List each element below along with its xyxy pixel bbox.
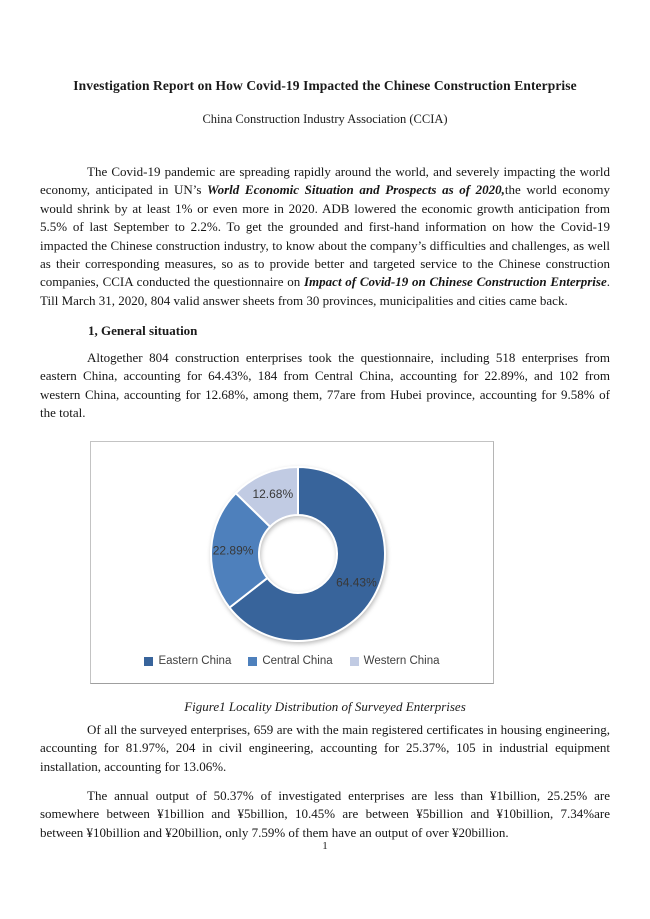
legend-swatch-icon — [144, 657, 153, 666]
paragraph-intro — [40, 163, 610, 310]
slice-data-label: 12.68% — [252, 487, 294, 502]
legend-label: Western China — [363, 655, 440, 667]
legend-swatch-icon — [248, 657, 257, 666]
report-subtitle: China Construction Industry Association (CCIA) — [202, 112, 448, 126]
chart-legend — [91, 655, 493, 667]
legend-swatch-icon — [350, 657, 359, 666]
intro-segment-italic: Impact of Covid-19 on Chinese Construction Enterprise — [304, 274, 607, 290]
intro-segment: . Till March 31, 2020, 804 valid answer sheets from 30 provinces, municipalities and cities came back. — [40, 274, 610, 308]
section-heading-general-situation: 1, General situation — [88, 323, 198, 338]
slice-data-label: 22.89% — [212, 543, 254, 558]
page-number: 1 — [322, 840, 328, 852]
paragraph-certificates: Of all the surveyed enterprises, 659 are with the main registered certificates in housing engineering, accounting for 81.97%, 204 in civil engineering, accounting for 25.37%, 105 in industrial equipment installation, accounting for 13.06%. — [40, 722, 610, 774]
legend-label: Eastern China — [158, 655, 232, 667]
donut-chart — [91, 442, 493, 683]
paragraph-annual-output: The annual output of 50.37% of investigated enterprises are less than ¥1billion, 25.25% are somewhere between ¥1billion and ¥5billion, 10.45% are between ¥5billion and ¥10billion, 7.34%are between ¥10billion and ¥20billion, only 7.59% of them have an output of over ¥20billion. — [40, 788, 610, 840]
legend-item-western-china — [350, 655, 440, 667]
intro-segment: The Covid-19 pandemic are spreading rapidly around the world, and severely impacting the world economy, anticipated in UN’s — [40, 164, 610, 198]
slice-data-label: 64.43% — [336, 575, 377, 590]
intro-segment: the world economy would shrink by at least 1% or even more in 2020. ADB lowered the economic growth anticipation from 5.5% of last September to 2.2%. To get the grounded and first-hand information on how the Covid-19 impacted the Chinese construction industry, to know about the company’s difficulties and challenges, as well as their corresponding measures, so as to provide better and targeted service to the Chinese construction companies, CCIA conducted the questionnaire on — [40, 182, 610, 290]
figure-donut-chart — [90, 441, 494, 684]
legend-label: Central China — [262, 655, 333, 667]
legend-item-central-china — [248, 655, 332, 667]
figure-caption: Figure1 Locality Distribution of Surveyed Enterprises — [184, 699, 466, 714]
paragraph-general-situation: Altogether 804 construction enterprises took the questionnaire, including 518 enterprises from eastern China, accounting for 64.43%, 184 from Central China, accounting for 22.89%, and 102 from western China, accounting for 12.68%, among them, 77are from Hubei province, accounting for 9.58% of the total. — [40, 350, 610, 421]
legend-item-eastern-china — [144, 655, 231, 667]
intro-segment-italic: World Economic Situation and Prospects as of 2020, — [207, 182, 505, 198]
report-title: Investigation Report on How Covid-19 Impacted the Chinese Construction Enterprise — [73, 78, 577, 93]
